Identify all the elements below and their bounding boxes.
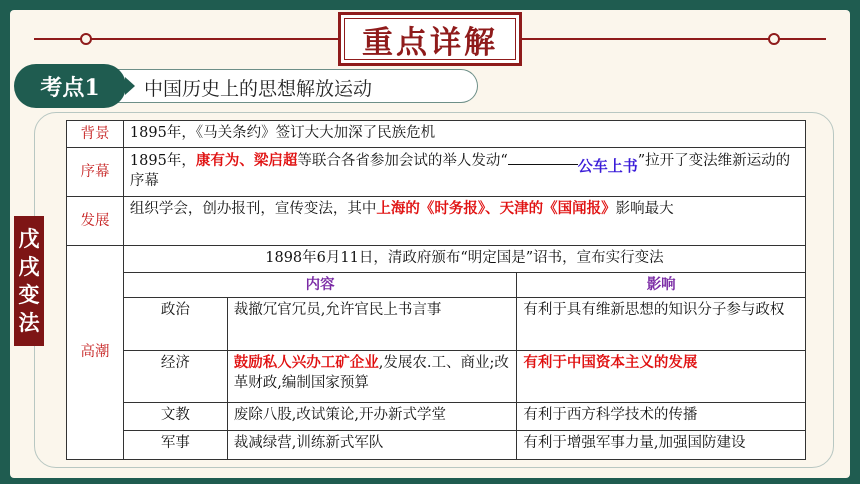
row-label-prelude: 序幕 [67, 147, 124, 196]
climax-intro: 1898年6月11日，清政府颁布“明定国是”诏书，宣布实行变法 [123, 245, 805, 272]
row-label-development: 发展 [67, 196, 124, 245]
background-text: 1895年，《马关条约》签订大大加深了民族危机 [123, 121, 805, 148]
field-cell: 经济 [123, 351, 227, 402]
title-ornament-right [768, 33, 780, 45]
field-cell: 军事 [123, 431, 227, 460]
table-header-row [67, 272, 806, 298]
field-cell: 文教 [123, 402, 227, 431]
impact-cell: 有利于西方科学技术的传播 [517, 402, 806, 431]
impact-cell: 有利于具有维新思想的知识分子参与政权 [517, 298, 806, 351]
col-header-content: 内容 [123, 272, 516, 298]
table-row [67, 431, 806, 460]
side-char: 戌 [18, 254, 40, 279]
field-cell: 政治 [123, 298, 227, 351]
table-row [67, 147, 806, 196]
table-row [67, 196, 806, 245]
title-ornament-left [80, 33, 92, 45]
table-row [67, 351, 806, 402]
col-header-impact: 影响 [517, 272, 806, 298]
prelude-text: ”拉开了变法维新运动的序幕 [129, 152, 791, 189]
prelude-highlight: 康有为、梁启超 [195, 151, 298, 169]
impact-cell: 有利于增强军事力量,加强国防建设 [517, 431, 806, 460]
title-box [338, 12, 522, 66]
table-row [67, 121, 806, 148]
content-text: ,发展农.工、商业;改革财政,编制国家预算 [233, 355, 509, 392]
table-row [67, 245, 806, 272]
content-cell [227, 351, 517, 402]
development-cell [123, 196, 805, 245]
side-char: 变 [18, 282, 40, 307]
topic-text: 中国历史上的思想解放运动 [144, 78, 373, 100]
content-cell: 裁减绿营,训练新式军队 [227, 431, 517, 460]
development-text: 组织学会，创办报刊，宣传变法，其中 [129, 200, 377, 217]
fill-blank [508, 150, 578, 165]
table-row [67, 298, 806, 351]
prelude-text: 等联合各省参加会试的举人发动“ [297, 152, 508, 169]
development-text: 影响最大 [615, 200, 674, 217]
content-cell: 裁撤冗官冗员,允许官民上书言事 [227, 298, 517, 351]
title-rule-right [522, 38, 826, 40]
reform-table [66, 120, 806, 460]
row-label-background: 背景 [67, 121, 124, 148]
fill-answer: 公车上书 [577, 156, 638, 175]
side-char: 戊 [18, 226, 40, 251]
content-highlight: 鼓励私人兴办工矿企业 [233, 354, 379, 372]
prelude-cell [123, 147, 805, 196]
development-highlight: 上海的《时务报》、天津的《国闻报》 [376, 199, 616, 217]
content-cell: 废除八股,改试策论,开办新式学堂 [227, 402, 517, 431]
page-title: 重点详解 [362, 24, 498, 61]
table-row [67, 402, 806, 431]
side-label [14, 216, 44, 346]
kaodian-badge: 考点1 [14, 64, 126, 108]
row-label-climax: 高潮 [67, 245, 124, 459]
prelude-text: 1895年， [129, 152, 196, 169]
impact-cell: 有利于中国资本主义的发展 [517, 351, 806, 402]
side-char: 法 [18, 310, 40, 335]
